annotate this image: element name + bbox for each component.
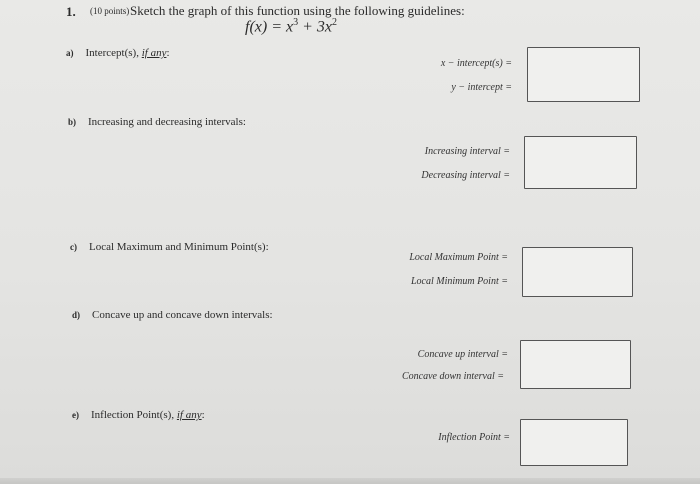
- inflection-answer-box[interactable]: [520, 419, 628, 466]
- page-bottom-edge: [0, 478, 700, 484]
- intervals-answer-box[interactable]: [524, 136, 637, 189]
- concave-up-label: Concave up interval =: [417, 349, 508, 360]
- inflection-point-label: Inflection Point =: [438, 432, 510, 443]
- y-intercept-label: y − intercept =: [451, 82, 512, 93]
- function-formula: $f(x) = x^3 + 3x^2$: [245, 17, 338, 36]
- part-c-heading: c) Local Maximum and Minimum Point(s):: [70, 241, 269, 253]
- concave-down-label: Concave down interval =: [401, 371, 504, 382]
- x-intercept-label: x − intercept(s) =: [440, 58, 512, 69]
- part-d-heading: d) Concave up and concave down intervals:: [72, 309, 273, 321]
- concavity-answer-box[interactable]: [520, 340, 631, 389]
- question-number: 1.: [66, 4, 76, 19]
- part-b-heading: b) Increasing and decreasing intervals:: [68, 116, 246, 128]
- increasing-interval-label: Increasing interval =: [424, 146, 510, 157]
- part-e-heading: e) Inflection Point(s), if any:: [72, 409, 205, 421]
- part-a-heading: a) Intercept(s), if any:: [66, 47, 170, 59]
- question-title: Sketch the graph of this function using the following guidelines:: [130, 3, 465, 18]
- intercepts-answer-box[interactable]: [527, 47, 640, 102]
- decreasing-interval-label: Decreasing interval =: [421, 170, 510, 181]
- local-minimum-label: Local Minimum Point =: [410, 276, 508, 287]
- local-maximum-label: Local Maximum Point =: [409, 252, 508, 263]
- question-points: (10 points): [90, 6, 130, 16]
- extrema-answer-box[interactable]: [522, 247, 633, 297]
